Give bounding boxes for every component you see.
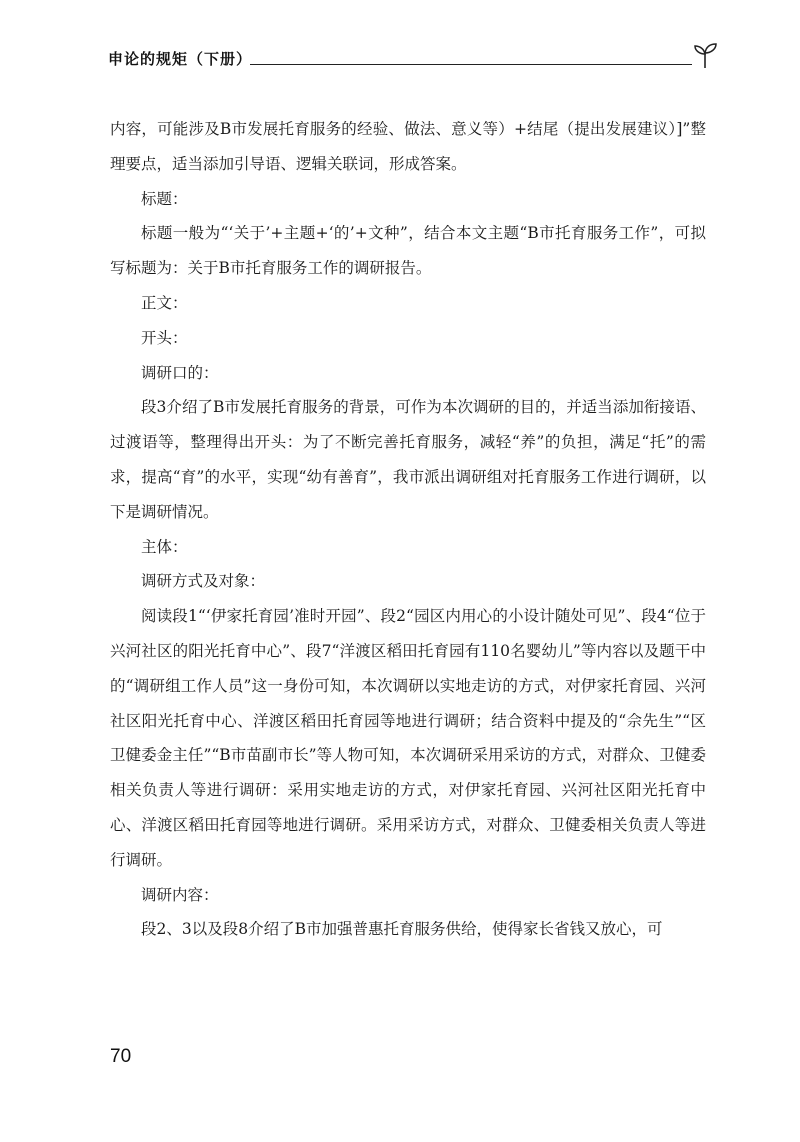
heading-opening-label: 开头： (141, 328, 188, 347)
heading-main-label: 主体： (141, 537, 188, 556)
paragraph-continuation: 内容，可能涉及B市发展托育服务的经验、做法、意义等）+结尾（提出发展建议）]”整理要点，适当添加引导语、逻辑关联词，形成答案。 (110, 120, 706, 173)
heading-content-label: 调研内容： (141, 885, 219, 904)
heading-method-label: 调研方式及对象： (141, 572, 266, 591)
header-title: 申论的规矩（下册） (108, 50, 253, 68)
heading-purpose-label: 调研口的： (141, 363, 219, 382)
paragraph-method: 阅读段1“‘伊家托育园’准时开园”、段2“园区内用心的小设计随处可见”、段4“位于兴河社区的阳光托育中心”、段7“洋渡区稻田托育园有110名婴幼儿”等内容以及题干中的“调研组工作人员”这一身份可知，本次调研以实地走访的方式，对伊家托育园、兴河社区阳光托育中心、洋渡区稻田托育园等地进行调研；结合资料中提及的“佘先生”“区卫健委金主任”“B市苗副市长”等人物可知，本次调研采用采访的方式，对群众、卫健委相关负责人等进行调研：采用实地走访的方式，对伊家托育园、兴河社区阳光托育中心、洋渡区稻田托育园等地进行调研。采用采访方式，对群众、卫健委相关负责人等进行调研。 (110, 607, 706, 869)
page-number: 70 (110, 1046, 132, 1067)
body-text (110, 112, 706, 947)
paragraph-purpose: 段3介绍了B市发展托育服务的背景，可作为本次调研的目的，并适当添加衔接语、过渡语等，整理得出开头：为了不断完善托育服务，减轻“养”的负担，满足“托”的需求，提高“育”的水平，实现“幼有善育”，我市派出调研组对托育服务工作进行调研，以下是调研情况。 (110, 398, 706, 521)
paragraph-title: 标题一般为“‘关于’+主题+‘的’+文种”，结合本文主题“B市托育服务工作”，可拟写标题为：关于B市托育服务工作的调研报告。 (110, 224, 706, 278)
heading-title-label: 标题： (141, 189, 188, 208)
heading-body-label: 正文： (141, 293, 188, 312)
sprout-icon (692, 40, 718, 70)
paragraph-content: 段2、3以及段8介绍了B市加强普惠托育服务供给，使得家长省钱又放心，可 (141, 920, 663, 939)
running-header (108, 40, 708, 80)
header-rule (250, 64, 692, 65)
